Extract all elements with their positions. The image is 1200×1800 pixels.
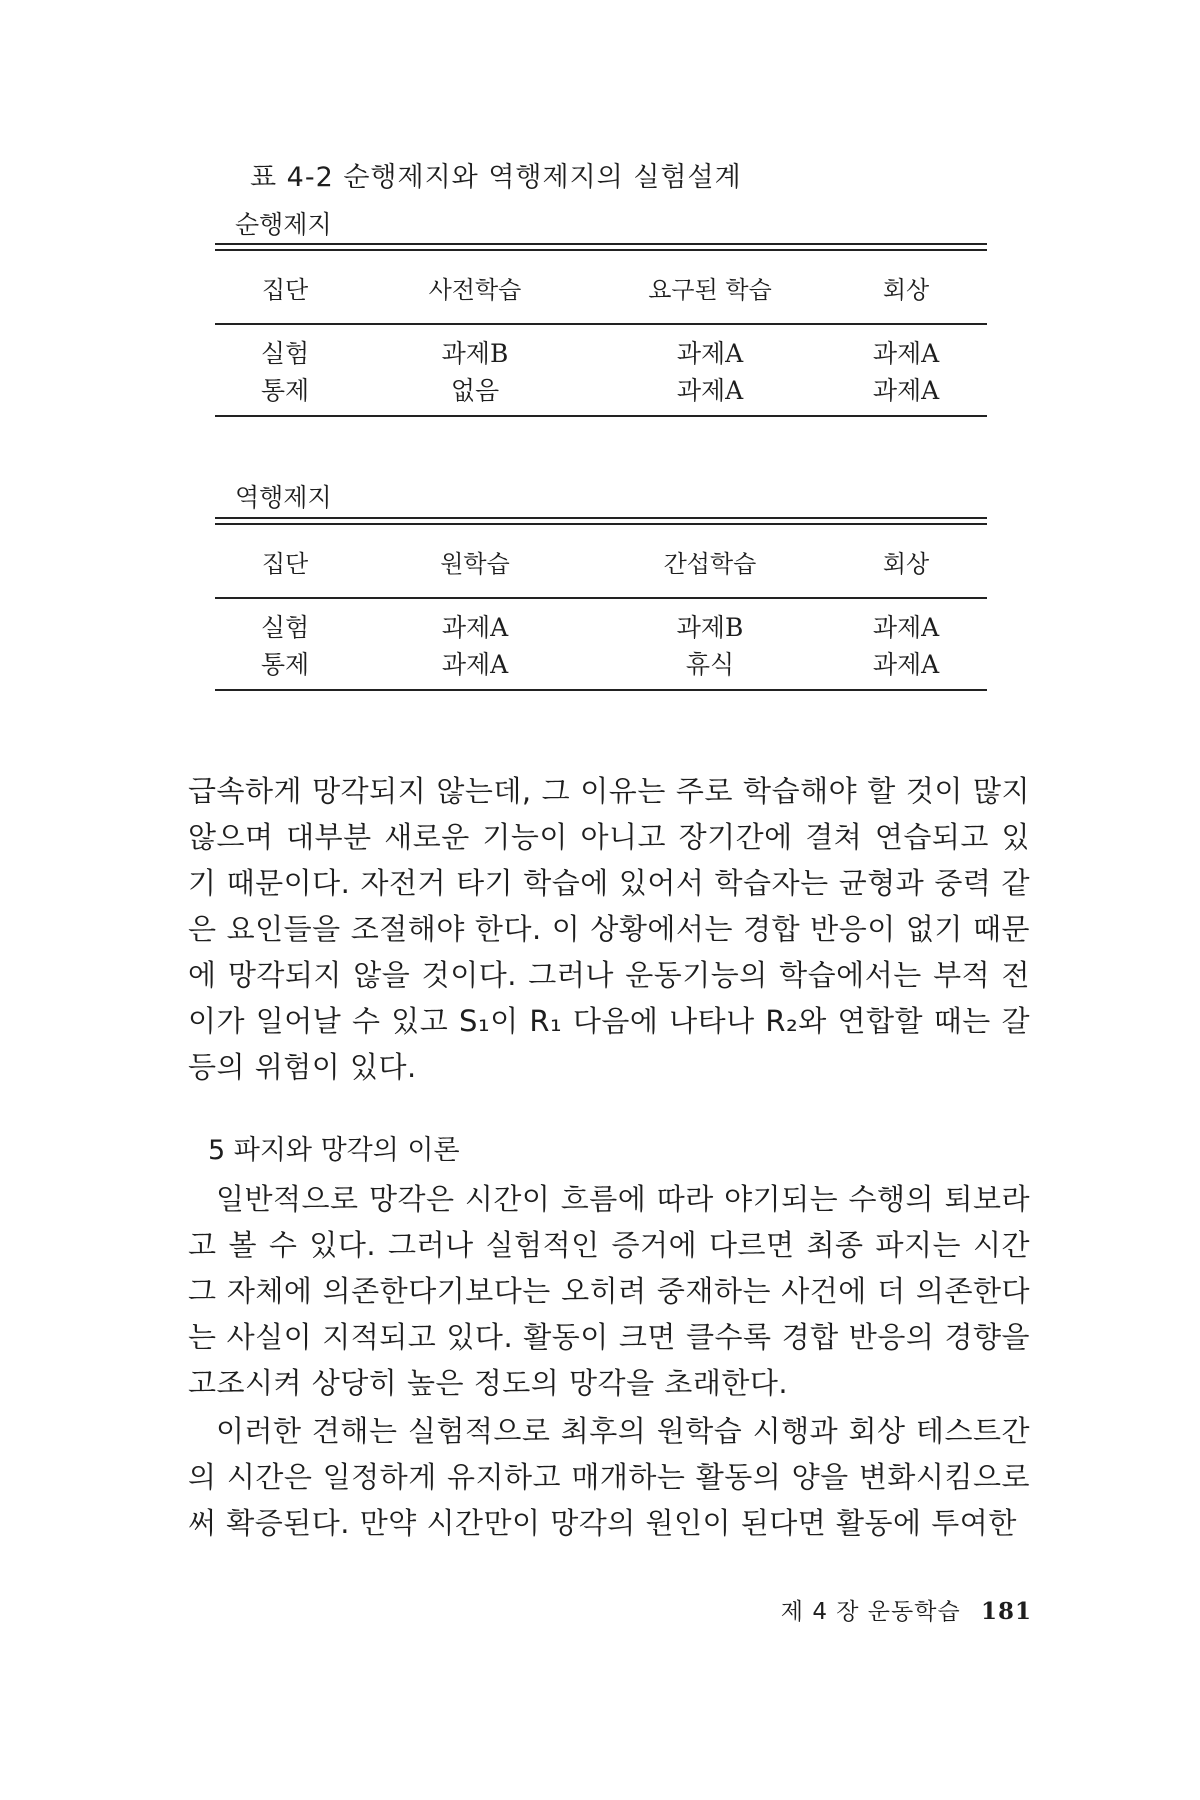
header-cell: 집단 — [261, 275, 309, 304]
table-cell: 과제A — [872, 338, 940, 368]
table-cell: 과제A — [872, 612, 940, 642]
table-header-row — [215, 525, 987, 597]
proactive-table — [215, 243, 987, 417]
section-heading: 5 파지와 망각의 이론 — [208, 1135, 460, 1166]
table-cell: 과제A — [872, 375, 940, 405]
table-caption: 표 4-2 순행제지와 역행제지의 실험설계 — [250, 162, 742, 193]
header-cell: 원학습 — [440, 549, 510, 578]
table-header-row — [215, 251, 987, 323]
table-cell: 과제A — [676, 375, 744, 405]
table-bottom-rule — [215, 689, 987, 691]
header-cell: 회상 — [882, 275, 930, 304]
table-cell: 휴식 — [685, 649, 735, 679]
table-cell: 과제A — [441, 649, 509, 679]
table-cell: 과제B — [676, 612, 744, 642]
table-cell: 과제B — [441, 338, 509, 368]
table-cell: 실험 — [260, 338, 310, 368]
retroactive-title: 역행제지 — [235, 483, 332, 512]
table-row — [215, 607, 987, 644]
proactive-title: 순행제지 — [235, 210, 332, 239]
header-cell: 간섭학습 — [663, 549, 757, 578]
table-cell: 실험 — [260, 612, 310, 642]
table-row — [215, 644, 987, 681]
body-paragraph-1: 급속하게 망각되지 않는데, 그 이유는 주로 학습해야 할 것이 많지 않으며 대부분 새로운 기능이 아니고 장기간에 결쳐 연습되고 있기 때문이다. 자전거 타기 학습에 있어서 학습자는 균형과 중력 같은 요인들을 조절해야 한다. 이 상황에서는 경합 반응이 없기 때문에 망각되지 않을 것이다. 그러나 운동기능의 학습에서는 부적 전이가 일어날 수 있고 S₁이 R₁ 다음에 나타나 R₂와 연합할 때는 갈등의 위험이 있다. — [188, 774, 1030, 1084]
page-footer — [781, 1593, 1032, 1626]
header-cell: 요구된 학습 — [648, 275, 772, 304]
retroactive-table — [215, 517, 987, 691]
table-top-rule — [215, 517, 987, 525]
table-cell: 통제 — [260, 649, 310, 679]
chapter-title: 제 4 장 운동학습 — [780, 1599, 961, 1625]
header-cell: 사전학습 — [428, 275, 522, 304]
table-bottom-rule — [215, 415, 987, 417]
header-cell: 회상 — [882, 549, 930, 578]
body-paragraph-3: 이러한 견해는 실험적으로 최후의 원학습 시행과 회상 테스트간의 시간은 일정하게 유지하고 매개하는 활동의 양을 변화시킴으로써 확증된다. 만약 시간만이 망각의 원인이 된다면 활동에 투여한 — [188, 1414, 1030, 1540]
page-number: 181 — [980, 1598, 1032, 1625]
table-cell: 없음 — [450, 375, 500, 405]
table-row — [215, 370, 987, 407]
table-cell: 과제A — [676, 338, 744, 368]
header-cell: 집단 — [261, 549, 309, 578]
body-paragraph-2: 일반적으로 망각은 시간이 흐름에 따라 야기되는 수행의 퇴보라고 볼 수 있다. 그러나 실험적인 증거에 다르면 최종 파지는 시간 그 자체에 의존한다기보다는 오히려 중재하는 사건에 더 의존한다는 사실이 지적되고 있다. 활동이 크면 클수록 경합 반응의 경향을 고조시켜 상당히 높은 정도의 망각을 초래한다. — [188, 1182, 1030, 1400]
table-top-rule — [215, 243, 987, 251]
table-row — [215, 333, 987, 370]
table-cell: 과제A — [441, 612, 509, 642]
table-cell: 통제 — [260, 375, 310, 405]
table-cell: 과제A — [872, 649, 940, 679]
